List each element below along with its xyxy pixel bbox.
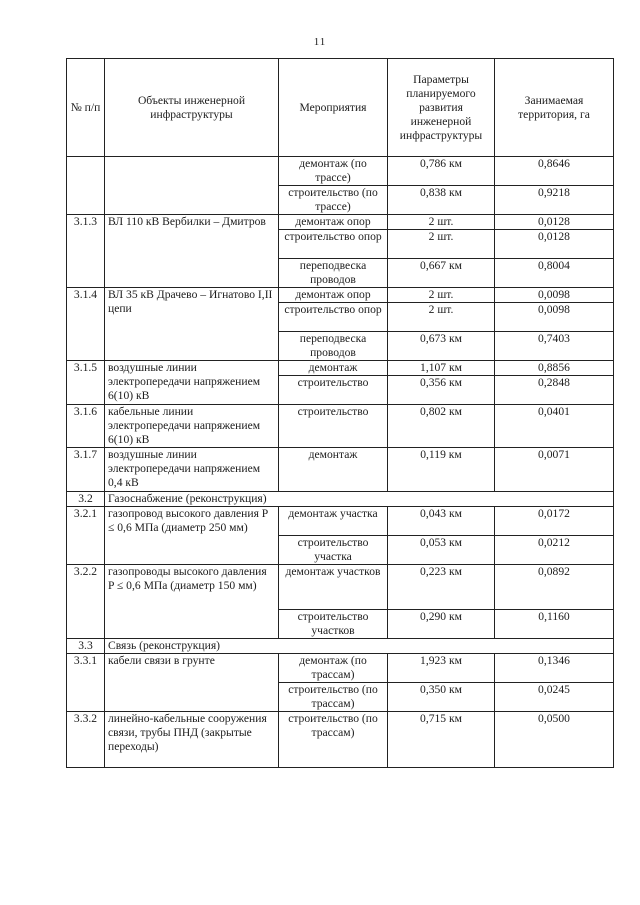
table-row (67, 157, 614, 186)
cell-area: 0,8646 (495, 157, 614, 186)
header-measure: Мероприятия (279, 59, 388, 157)
cell-area: 0,8004 (495, 259, 614, 288)
table-row (67, 507, 614, 536)
cell-measure: строительство участков (279, 610, 388, 639)
cell-area: 0,0401 (495, 405, 614, 448)
cell-object: кабели связи в грунте (105, 654, 279, 712)
cell-object: воздушные линии электропередачи напряжением 6(10) кВ (105, 361, 279, 405)
cell-num: 3.1.3 (67, 215, 105, 288)
cell-num: 3.3.1 (67, 654, 105, 712)
cell-measure: строительство участка (279, 536, 388, 565)
table-row (67, 361, 614, 376)
infrastructure-table (66, 58, 614, 768)
cell-object: кабельные линии электропередачи напряжением 6(10) кВ (105, 405, 279, 448)
cell-measure: демонтаж (279, 361, 388, 376)
cell-measure: строительство (279, 376, 388, 405)
cell-param: 0,290 км (388, 610, 495, 639)
cell-measure: переподвеска проводов (279, 259, 388, 288)
cell-measure: строительство опор (279, 303, 388, 332)
cell-area: 0,0128 (495, 230, 614, 259)
cell-num: 3.1.5 (67, 361, 105, 405)
cell-param: 2 шт. (388, 230, 495, 259)
cell-measure: строительство (по трассам) (279, 683, 388, 712)
cell-object: ВЛ 35 кВ Драчево – Игнатово I,II цепи (105, 288, 279, 361)
cell-object: газопроводы высокого давления P ≤ 0,6 МПа (диаметр 150 мм) (105, 565, 279, 639)
cell-num: 3.3 (67, 639, 105, 654)
cell-area: 0,0098 (495, 288, 614, 303)
cell-param: 0,223 км (388, 565, 495, 610)
section-title: Газоснабжение (реконструкция) (105, 492, 614, 507)
cell-num: 3.2 (67, 492, 105, 507)
cell-measure: строительство (по трассе) (279, 186, 388, 215)
cell-param: 1,107 км (388, 361, 495, 376)
cell-area: 0,2848 (495, 376, 614, 405)
cell-measure: строительство (по трассам) (279, 712, 388, 768)
cell-num: 3.2.1 (67, 507, 105, 565)
cell-area: 0,0098 (495, 303, 614, 332)
cell-area: 0,9218 (495, 186, 614, 215)
cell-param: 0,838 км (388, 186, 495, 215)
cell-num: 3.3.2 (67, 712, 105, 768)
section-row (67, 639, 614, 654)
cell-param: 0,667 км (388, 259, 495, 288)
section-row (67, 492, 614, 507)
cell-object: газопровод высокого давления P ≤ 0,6 МПа (диаметр 250 мм) (105, 507, 279, 565)
cell-param: 0,802 км (388, 405, 495, 448)
cell-area: 0,0500 (495, 712, 614, 768)
cell-param: 1,923 км (388, 654, 495, 683)
cell-measure: демонтаж (279, 448, 388, 492)
cell-param: 2 шт. (388, 288, 495, 303)
cell-num: 3.1.4 (67, 288, 105, 361)
table-row (67, 215, 614, 230)
cell-measure: демонтаж участка (279, 507, 388, 536)
cell-param: 0,356 км (388, 376, 495, 405)
cell-num: 3.1.7 (67, 448, 105, 492)
cell-num: 3.1.6 (67, 405, 105, 448)
cell-measure: демонтаж участков (279, 565, 388, 610)
header-num: № п/п (67, 59, 105, 157)
cell-area: 0,1160 (495, 610, 614, 639)
cell-measure: демонтаж (по трассам) (279, 654, 388, 683)
table-row (67, 654, 614, 683)
table-row (67, 405, 614, 448)
cell-object (105, 157, 279, 215)
cell-measure: демонтаж (по трассе) (279, 157, 388, 186)
cell-measure: переподвеска проводов (279, 332, 388, 361)
cell-param: 0,119 км (388, 448, 495, 492)
cell-object: линейно-кабельные сооружения связи, трубы ПНД (закрытые переходы) (105, 712, 279, 768)
cell-measure: строительство (279, 405, 388, 448)
cell-measure: строительство опор (279, 230, 388, 259)
cell-param: 0,053 км (388, 536, 495, 565)
table-row (67, 288, 614, 303)
cell-param: 0,673 км (388, 332, 495, 361)
table-row (67, 712, 614, 768)
cell-area: 0,1346 (495, 654, 614, 683)
cell-param: 2 шт. (388, 215, 495, 230)
cell-area: 0,0245 (495, 683, 614, 712)
cell-param: 2 шт. (388, 303, 495, 332)
cell-area: 0,0128 (495, 215, 614, 230)
header-area: Занимаемая территория, га (495, 59, 614, 157)
cell-area: 0,0071 (495, 448, 614, 492)
cell-object: воздушные линии электропередачи напряжением 0,4 кВ (105, 448, 279, 492)
header-params: Параметры планируемого развития инженерной инфраструктуры (388, 59, 495, 157)
header-row (67, 59, 614, 157)
page-number: 11 (313, 36, 327, 48)
cell-measure: демонтаж опор (279, 288, 388, 303)
cell-num (67, 157, 105, 215)
header-object: Объекты инженерной инфраструктуры (105, 59, 279, 157)
cell-param: 0,715 км (388, 712, 495, 768)
cell-area: 0,7403 (495, 332, 614, 361)
table-row (67, 448, 614, 492)
table-row (67, 565, 614, 610)
section-title: Связь (реконструкция) (105, 639, 614, 654)
cell-area: 0,0212 (495, 536, 614, 565)
cell-area: 0,0172 (495, 507, 614, 536)
cell-area: 0,8856 (495, 361, 614, 376)
cell-param: 0,786 км (388, 157, 495, 186)
cell-param: 0,043 км (388, 507, 495, 536)
cell-num: 3.2.2 (67, 565, 105, 639)
cell-object: ВЛ 110 кВ Вербилки – Дмитров (105, 215, 279, 288)
cell-area: 0,0892 (495, 565, 614, 610)
cell-param: 0,350 км (388, 683, 495, 712)
cell-measure: демонтаж опор (279, 215, 388, 230)
